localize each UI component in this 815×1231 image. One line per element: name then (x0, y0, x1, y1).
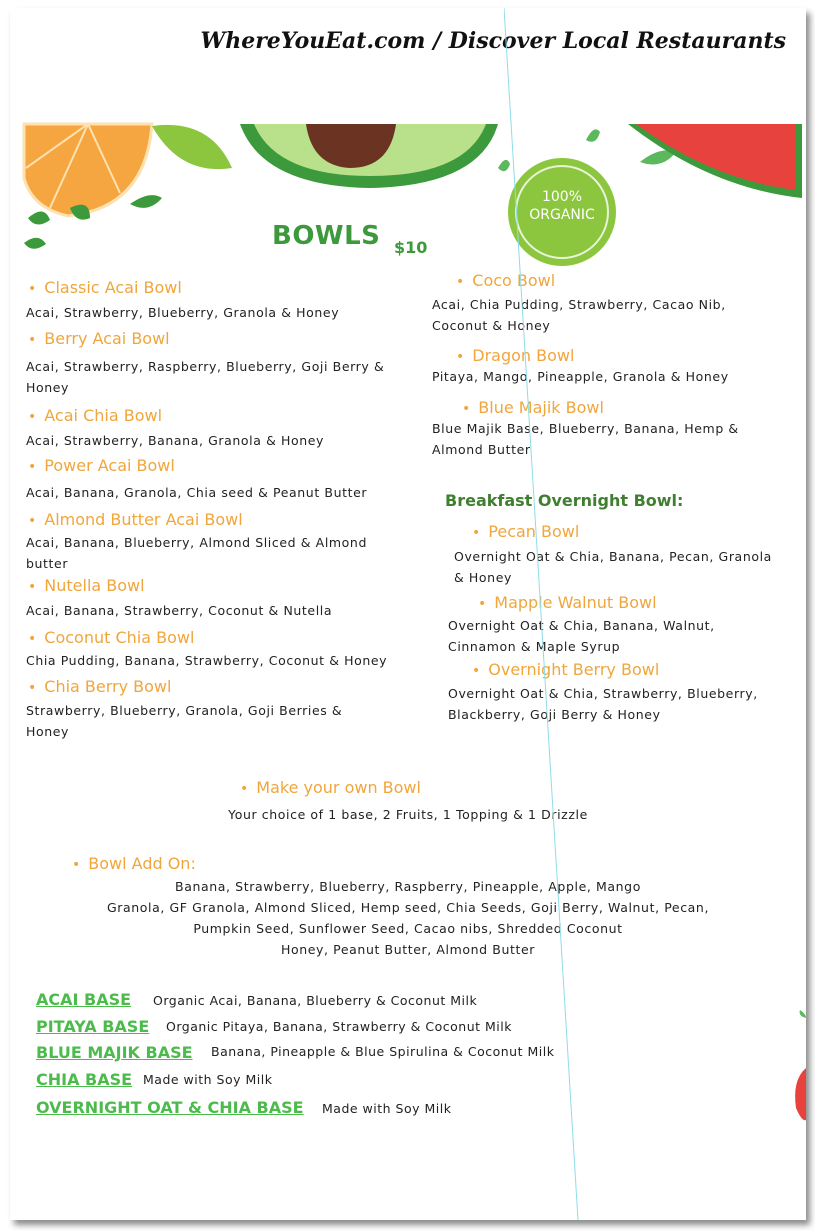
item-name: • Pecan Bowl (472, 522, 579, 541)
item-desc: Acai, Strawberry, Raspberry, Blueberry, Goji Berry & Honey (26, 359, 385, 395)
item-name: • Overnight Berry Bowl (472, 660, 659, 679)
item-name: • Coconut Chia Bowl (28, 628, 194, 647)
item-desc: Chia Pudding, Banana, Strawberry, Coconut & Honey (26, 653, 388, 668)
base-name: ACAI BASE (36, 990, 132, 1009)
item-name: • Berry Acai Bowl (28, 329, 170, 348)
item-desc: Acai, Banana, Granola, Chia seed & Peanut Butter (26, 485, 368, 500)
add-on-line: Honey, Peanut Butter, Almond Butter (280, 942, 536, 957)
base-desc: Made with Soy Milk (143, 1072, 273, 1087)
item-desc: Overnight Oat & Chia, Strawberry, Blueberry, Blackberry, Goji Berry & Honey (448, 686, 758, 722)
breakfast-heading: Breakfast Overnight Bowl: (445, 491, 684, 510)
scan-line (504, 8, 584, 1220)
item-name: • Almond Butter Acai Bowl (28, 510, 243, 529)
item-desc: Acai, Strawberry, Banana, Granola & Honey (26, 433, 325, 448)
item-desc: Acai, Chia Pudding, Strawberry, Cacao Nib, Coconut & Honey (432, 297, 726, 333)
base-name: CHIA BASE (36, 1070, 133, 1089)
menu-title: BOWLS (272, 221, 381, 251)
add-on-line: Pumpkin Seed, Sunflower Seed, Cacao nibs, Shredded Coconut (193, 921, 623, 936)
item-name: • Coco Bowl (456, 271, 555, 290)
base-desc: Made with Soy Milk (322, 1101, 452, 1116)
menu-price: $10 (394, 238, 428, 257)
menu-page (10, 8, 806, 1220)
avocado-icon (240, 124, 498, 188)
item-desc: Pitaya, Mango, Pineapple, Granola & Honey (432, 369, 729, 384)
item-name: • Mapple Walnut Bowl (478, 593, 657, 612)
item-name: • Make your own Bowl (240, 778, 421, 797)
item-name: • Nutella Bowl (28, 576, 145, 595)
add-on-heading: • Bowl Add On: (72, 854, 196, 873)
add-on-line: Banana, Strawberry, Blueberry, Raspberry, Pineapple, Apple, Mango (175, 879, 641, 894)
item-name: • Blue Majik Bowl (462, 398, 604, 417)
base-name: BLUE MAJIK BASE (36, 1043, 193, 1062)
item-desc: Overnight Oat & Chia, Banana, Pecan, Granola & Honey (454, 549, 772, 585)
base-name: PITAYA BASE (36, 1017, 150, 1036)
add-on-line: Granola, GF Granola, Almond Sliced, Hemp seed, Chia Seeds, Goji Berry, Walnut, Pecan, (106, 900, 710, 915)
item-name: • Classic Acai Bowl (28, 278, 182, 297)
item-desc: Your choice of 1 base, 2 Fruits, 1 Topping & 1 Drizzle (228, 807, 588, 822)
item-name: • Power Acai Bowl (28, 456, 175, 475)
base-desc: Banana, Pineapple & Blue Spirulina & Coconut Milk (211, 1044, 555, 1059)
item-name: • Dragon Bowl (456, 346, 574, 365)
item-desc: Acai, Banana, Blueberry, Almond Sliced & Almond butter (26, 535, 367, 571)
item-desc: Blue Majik Base, Blueberry, Banana, Hemp & Almond Butter (432, 421, 739, 457)
base-name: OVERNIGHT OAT & CHIA BASE (36, 1098, 304, 1117)
base-desc: Organic Acai, Banana, Blueberry & Coconut Milk (153, 993, 478, 1008)
badge-line-2: ORGANIC (529, 207, 595, 223)
badge-line-1: 100% (541, 189, 583, 205)
site-header: WhereYouEat.com / Discover Local Restaurants (200, 28, 786, 54)
item-desc: Acai, Banana, Strawberry, Coconut & Nutella (26, 603, 333, 618)
apple-edge-icon (788, 1008, 806, 1128)
item-desc: Overnight Oat & Chia, Banana, Walnut, Cinnamon & Maple Syrup (448, 618, 715, 654)
item-name: • Chia Berry Bowl (28, 677, 171, 696)
item-desc: Strawberry, Blueberry, Granola, Goji Berries & Honey (26, 703, 343, 739)
item-desc: Acai, Strawberry, Blueberry, Granola & Honey (26, 305, 340, 320)
item-name: • Acai Chia Bowl (28, 406, 162, 425)
base-desc: Organic Pitaya, Banana, Strawberry & Coconut Milk (166, 1019, 512, 1034)
